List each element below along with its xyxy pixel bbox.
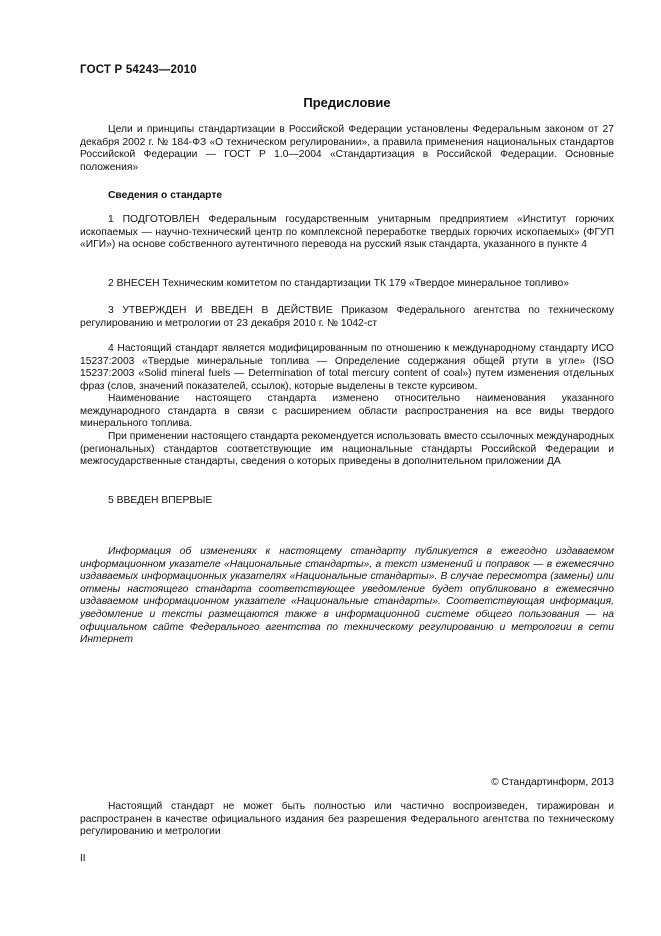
intro-paragraph: Цели и принципы стандартизации в Российской Федерации установлены Федеральным законом от 27 декабря 2002 г. № 184-ФЗ «О техническом регулировании», а правила применения национальных стандартов Российской Федерации — ГОСТ Р 1.0—2004 «Стандартизация в Российской Федерации. Основные положения» (80, 124, 614, 173)
copyright-line: © Стандартинформ, 2013 (491, 777, 614, 788)
item-1-paragraph: 1 ПОДГОТОВЛЕН Федеральным государственным унитарным предприятием «Институт горючих ископаемых — научно-технический центр по комплексной переработке твердых горючих ископаемых» (ФГУП «ИГИ») на основе собственного аутентичного перевода на русский язык стандарта, указанного в пункте 4 (80, 214, 614, 251)
changes-notice-paragraph: Информация об изменениях к настоящему стандарту публикуется в ежегодно издаваемом информационном указателе «Национальные стандарты», а текст изменений и поправок — в ежемесячно издаваемых информационных указателях «Национальные стандарты». В случае пересмотра (замены) или отмены настоящего стандарта соответствующее уведомление будет опубликовано в ежемесячно издаваемом информационном указателе «Национальные стандарты». Соответствующая информация, уведомление и тексты размещаются также в информационной системе общего пользования — на официальном сайте Федерального агентства по техническому регулированию и метрологии в сети Интернет (80, 546, 614, 646)
item-2-paragraph: 2 ВНЕСЕН Техническим комитетом по стандартизации ТК 179 «Твердое минеральное топливо» (108, 278, 569, 289)
item-4-references-paragraph: При применении настоящего стандарта рекомендуется использовать вместо ссылочных международных (региональных) стандартов соответствующие им национальные стандарты Российской Федерации и межгосударственные стандарты, сведения о которых приведены в дополнительном приложении ДА (80, 431, 614, 468)
page-title: Предисловие (303, 95, 391, 110)
section-heading: Сведения о стандарте (108, 190, 223, 201)
item-4-name-change-paragraph: Наименование настоящего стандарта изменено относительно наименования указанного международного стандарта в связи с расширением области распространения на все виды твердого минерального топлива. (80, 393, 614, 430)
reproduction-notice-paragraph: Настоящий стандарт не может быть полностью или частично воспроизведен, тиражирован и распространен в качестве официального издания без разрешения Федерального агентства по техническому регулированию и метрологии (80, 801, 614, 838)
page-number: II (80, 853, 86, 864)
item-5-paragraph: 5 ВВЕДЕН ВПЕРВЫЕ (108, 495, 213, 506)
item-3-paragraph: 3 УТВЕРЖДЕН И ВВЕДЕН В ДЕЙСТВИЕ Приказом Федерального агентства по техническому регулированию и метрологии от 23 декабря 2010 г. № 1042-ст (80, 305, 614, 329)
item-4-paragraph: 4 Настоящий стандарт является модифицированным по отношению к международному стандарту ИСО 15237:2003 «Твердые минеральные топлива — Определение содержания общей ртути в угле» (ISO 15237:2003 «Solid mineral fuels — Determination of total mercury content of coal») путем изменения отдельных фраз (слов, значений показателей, ссылок), которые выделены в тексте курсивом. (80, 343, 614, 392)
document-id: ГОСТ Р 54243—2010 (80, 64, 197, 76)
